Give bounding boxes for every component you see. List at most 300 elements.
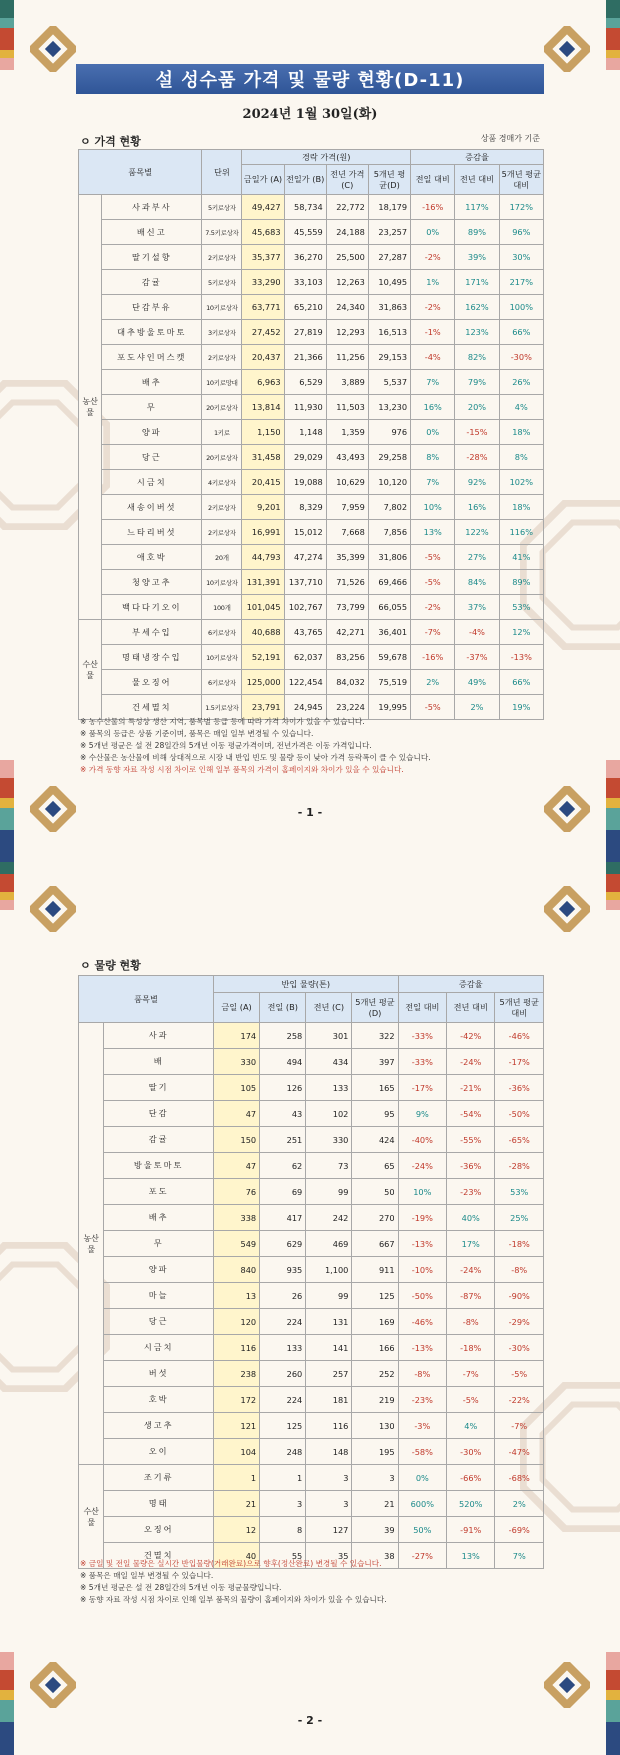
value-prev-year: 24,188 [326, 220, 368, 245]
change-vs-five: -50% [495, 1101, 544, 1127]
change-vs-year: -66% [447, 1465, 495, 1491]
change-vs-year: -5% [447, 1387, 495, 1413]
value-five-year: 23,257 [368, 220, 410, 245]
header-five-year: 5개년 평균(D) [352, 993, 398, 1023]
value-five-year: 7,856 [368, 520, 410, 545]
change-vs-five: -7% [495, 1413, 544, 1439]
header-today: 금일가 (A) [242, 165, 284, 195]
change-vs-five: -30% [495, 1335, 544, 1361]
item-name: 단감 [104, 1101, 214, 1127]
change-vs-year: 13% [447, 1543, 495, 1569]
change-vs-year: 84% [455, 570, 499, 595]
left-stripe [0, 1652, 14, 1670]
ornament-icon [544, 886, 590, 932]
value-prev-day: 224 [260, 1387, 306, 1413]
value-prev-year: 330 [306, 1127, 352, 1153]
header-today: 금일 (A) [213, 993, 259, 1023]
item-name: 호박 [104, 1387, 214, 1413]
right-stripe [606, 874, 620, 892]
item-name: 마늘 [104, 1283, 214, 1309]
header-vs-day: 전일 대비 [411, 165, 455, 195]
change-vs-day: -23% [398, 1387, 446, 1413]
value-five-year: 21 [352, 1491, 398, 1517]
value-prev-day: 15,012 [284, 520, 326, 545]
value-prev-year: 116 [306, 1413, 352, 1439]
table-row [79, 1231, 544, 1257]
change-vs-year: -4% [455, 620, 499, 645]
right-stripe [606, 892, 620, 900]
value-prev-day: 65,210 [284, 295, 326, 320]
table-row [79, 1387, 544, 1413]
item-name: 부세수입 [102, 620, 202, 645]
value-today: 150 [213, 1127, 259, 1153]
value-five-year: 195 [352, 1439, 398, 1465]
item-name: 새송이버섯 [102, 495, 202, 520]
value-prev-year: 141 [306, 1335, 352, 1361]
change-vs-day: 10% [398, 1179, 446, 1205]
value-today: 13 [213, 1283, 259, 1309]
volume-notes [80, 1558, 387, 1606]
value-prev-day: 47,274 [284, 545, 326, 570]
change-vs-five: -29% [495, 1309, 544, 1335]
value-prev-year: 3 [306, 1491, 352, 1517]
value-five-year: 16,513 [368, 320, 410, 345]
value-prev-day: 629 [260, 1231, 306, 1257]
note-line-warning: ※ 금일 및 전일 물량은 실시간 반입물량(거래완료)으로 향후(정산완료) 변경될 수 있습니다. [80, 1559, 382, 1568]
value-prev-year: 83,256 [326, 645, 368, 670]
change-vs-day: -46% [398, 1309, 446, 1335]
value-five-year: 50 [352, 1179, 398, 1205]
table-row [79, 1309, 544, 1335]
change-vs-year: -8% [447, 1309, 495, 1335]
change-vs-year: -28% [455, 445, 499, 470]
left-stripe [0, 900, 14, 910]
change-vs-day: -3% [398, 1413, 446, 1439]
table-row [79, 595, 544, 620]
item-unit: 10키로상자 [202, 295, 242, 320]
change-vs-five: 53% [495, 1179, 544, 1205]
change-vs-year: 79% [455, 370, 499, 395]
item-name: 무 [104, 1231, 214, 1257]
ornament-icon [30, 26, 76, 72]
item-name: 생고추 [104, 1413, 214, 1439]
table-row [79, 1491, 544, 1517]
change-vs-year: -15% [455, 420, 499, 445]
value-today: 40 [213, 1543, 259, 1569]
price-notes [80, 716, 431, 776]
change-vs-five: -36% [495, 1075, 544, 1101]
value-prev-day: 224 [260, 1309, 306, 1335]
header-vs-five: 5개년 평균대비 [499, 165, 543, 195]
item-unit: 5키로상자 [202, 270, 242, 295]
table-row [79, 1127, 544, 1153]
value-prev-year: 24,340 [326, 295, 368, 320]
change-vs-day: -58% [398, 1439, 446, 1465]
item-name: 당근 [104, 1309, 214, 1335]
value-five-year: 38 [352, 1543, 398, 1569]
value-prev-year: 73,799 [326, 595, 368, 620]
change-vs-five: -90% [495, 1283, 544, 1309]
change-vs-five: -30% [499, 345, 543, 370]
right-stripe [606, 760, 620, 778]
right-stripe [606, 0, 620, 18]
item-unit: 2키로상자 [202, 345, 242, 370]
item-name: 조기류 [104, 1465, 214, 1491]
value-five-year: 10,495 [368, 270, 410, 295]
change-vs-day: 13% [411, 520, 455, 545]
left-stripe [0, 0, 14, 18]
value-prev-year: 12,293 [326, 320, 368, 345]
value-prev-day: 62,037 [284, 645, 326, 670]
value-today: 174 [213, 1023, 259, 1049]
item-name: 양파 [104, 1257, 214, 1283]
change-vs-year: -42% [447, 1023, 495, 1049]
table-row [79, 1283, 544, 1309]
table-row [79, 1439, 544, 1465]
change-vs-day: 600% [398, 1491, 446, 1517]
change-vs-five: -8% [495, 1257, 544, 1283]
value-five-year: 270 [352, 1205, 398, 1231]
change-vs-year: 16% [455, 495, 499, 520]
value-prev-year: 242 [306, 1205, 352, 1231]
value-prev-day: 62 [260, 1153, 306, 1179]
value-today: 52,191 [242, 645, 284, 670]
value-five-year: 66,055 [368, 595, 410, 620]
value-prev-day: 417 [260, 1205, 306, 1231]
value-five-year: 27,287 [368, 245, 410, 270]
value-five-year: 29,258 [368, 445, 410, 470]
item-name: 딸기 [104, 1075, 214, 1101]
right-stripe [606, 830, 620, 862]
item-unit: 7.5키로상자 [202, 220, 242, 245]
value-today: 131,391 [242, 570, 284, 595]
price-table [78, 149, 544, 720]
change-vs-year: -24% [447, 1049, 495, 1075]
left-stripe [0, 58, 14, 70]
change-vs-year: 20% [455, 395, 499, 420]
change-vs-five: 12% [499, 620, 543, 645]
header-five-year: 5개년 평균(D) [368, 165, 410, 195]
left-stripe [0, 28, 14, 50]
value-five-year: 10,120 [368, 470, 410, 495]
change-vs-five: -17% [495, 1049, 544, 1075]
value-today: 121 [213, 1413, 259, 1439]
value-today: 35,377 [242, 245, 284, 270]
change-vs-five: -13% [499, 645, 543, 670]
value-five-year: 911 [352, 1257, 398, 1283]
section-title-price: ㅇ 가격 현황 [80, 135, 141, 148]
change-vs-year: 40% [447, 1205, 495, 1231]
value-prev-day: 258 [260, 1023, 306, 1049]
value-today: 23,791 [242, 695, 284, 720]
change-vs-day: 9% [398, 1101, 446, 1127]
table-row [79, 620, 544, 645]
change-vs-day: -33% [398, 1023, 446, 1049]
item-name: 단감부유 [102, 295, 202, 320]
change-vs-five: 116% [499, 520, 543, 545]
left-stripe [0, 18, 14, 28]
right-stripe [606, 50, 620, 58]
change-vs-day: -13% [398, 1335, 446, 1361]
item-unit: 5키로상자 [202, 195, 242, 220]
change-vs-day: -13% [398, 1231, 446, 1257]
value-prev-day: 45,559 [284, 220, 326, 245]
value-prev-day: 43,765 [284, 620, 326, 645]
value-prev-day: 494 [260, 1049, 306, 1075]
table-row [79, 295, 544, 320]
value-prev-day: 29,029 [284, 445, 326, 470]
table-row [79, 270, 544, 295]
item-name: 배 [104, 1049, 214, 1075]
change-vs-day: -8% [398, 1361, 446, 1387]
value-today: 238 [213, 1361, 259, 1387]
change-vs-day: -7% [411, 620, 455, 645]
value-today: 47 [213, 1101, 259, 1127]
item-name: 무 [102, 395, 202, 420]
change-vs-five: 102% [499, 470, 543, 495]
change-vs-day: -24% [398, 1153, 446, 1179]
table-row [79, 320, 544, 345]
value-five-year: 397 [352, 1049, 398, 1075]
item-name: 시금치 [104, 1335, 214, 1361]
value-prev-year: 73 [306, 1153, 352, 1179]
table-row [79, 1075, 544, 1101]
value-prev-year: 99 [306, 1283, 352, 1309]
value-prev-day: 19,088 [284, 470, 326, 495]
table-row [79, 1101, 544, 1127]
value-prev-day: 3 [260, 1491, 306, 1517]
value-prev-year: 99 [306, 1179, 352, 1205]
item-name: 포도 [104, 1179, 214, 1205]
left-stripe [0, 50, 14, 58]
item-name: 배신고 [102, 220, 202, 245]
value-today: 125,000 [242, 670, 284, 695]
value-prev-year: 12,263 [326, 270, 368, 295]
value-five-year: 165 [352, 1075, 398, 1101]
item-name: 느타리버섯 [102, 520, 202, 545]
header-change-group: 증감율 [411, 150, 544, 165]
item-name: 사과부사 [102, 195, 202, 220]
value-today: 101,045 [242, 595, 284, 620]
header-vs-year: 전년 대비 [447, 993, 495, 1023]
change-vs-five: 96% [499, 220, 543, 245]
value-today: 76 [213, 1179, 259, 1205]
item-name: 물오징어 [102, 670, 202, 695]
change-vs-day: -2% [411, 295, 455, 320]
header-prev-day: 전일 (B) [260, 993, 306, 1023]
value-prev-day: 251 [260, 1127, 306, 1153]
change-vs-year: 117% [455, 195, 499, 220]
change-vs-year: -18% [447, 1335, 495, 1361]
value-prev-year: 35 [306, 1543, 352, 1569]
value-prev-day: 27,819 [284, 320, 326, 345]
table-row [79, 345, 544, 370]
table-row [79, 395, 544, 420]
value-five-year: 322 [352, 1023, 398, 1049]
note-line: ※ 농수산물의 특성상 생산 지역, 품목별 등급 등에 따라 가격 차이가 있을 수 있습니다. [80, 717, 365, 726]
item-name: 대추방울토마토 [102, 320, 202, 345]
change-vs-day: 0% [411, 220, 455, 245]
change-vs-day: 0% [398, 1465, 446, 1491]
item-name: 감귤 [102, 270, 202, 295]
value-five-year: 31,863 [368, 295, 410, 320]
table-row [79, 1023, 544, 1049]
change-vs-five: 18% [499, 420, 543, 445]
value-prev-year: 1,100 [306, 1257, 352, 1283]
ornament-icon [30, 886, 76, 932]
value-five-year: 31,806 [368, 545, 410, 570]
left-stripe [0, 760, 14, 778]
value-prev-year: 42,271 [326, 620, 368, 645]
change-vs-five: -68% [495, 1465, 544, 1491]
change-vs-day: -2% [411, 595, 455, 620]
change-vs-five: 172% [499, 195, 543, 220]
value-prev-day: 1,148 [284, 420, 326, 445]
change-vs-year: 17% [447, 1231, 495, 1257]
change-vs-year: 27% [455, 545, 499, 570]
table-row [79, 545, 544, 570]
value-prev-year: 7,668 [326, 520, 368, 545]
change-vs-day: -5% [411, 545, 455, 570]
value-today: 47 [213, 1153, 259, 1179]
change-vs-year: 49% [455, 670, 499, 695]
value-prev-year: 11,503 [326, 395, 368, 420]
change-vs-day: -17% [398, 1075, 446, 1101]
value-today: 1,150 [242, 420, 284, 445]
value-five-year: 166 [352, 1335, 398, 1361]
table-row [79, 1465, 544, 1491]
item-unit: 2키로상자 [202, 245, 242, 270]
note-line: ※ 5개년 평균은 설 전 28일간의 5개년 이동 평균물량입니다. [80, 1583, 282, 1592]
value-today: 338 [213, 1205, 259, 1231]
table-row [79, 1153, 544, 1179]
value-today: 27,452 [242, 320, 284, 345]
value-prev-year: 71,526 [326, 570, 368, 595]
table-row [79, 1257, 544, 1283]
change-vs-five: -28% [495, 1153, 544, 1179]
ornament-icon [30, 1662, 76, 1708]
change-vs-day: -4% [411, 345, 455, 370]
left-stripe [0, 778, 14, 798]
note-line: ※ 5개년 평균은 설 전 28일간의 5개년 이동 평균가격이며, 전년가격은 이동 가격입니다. [80, 741, 372, 750]
value-prev-year: 22,772 [326, 195, 368, 220]
table-row [79, 1335, 544, 1361]
note-line-warning: ※ 가격 동향 자료 작성 시점 차이로 인해 일부 품목의 가격이 홈페이지와 차이가 있을 수 있습니다. [80, 765, 404, 774]
change-vs-five: 18% [499, 495, 543, 520]
value-five-year: 976 [368, 420, 410, 445]
header-prev-year: 전년 가격(C) [326, 165, 368, 195]
value-today: 31,458 [242, 445, 284, 470]
item-name: 포도샤인머스캣 [102, 345, 202, 370]
change-vs-five: 41% [499, 545, 543, 570]
value-prev-day: 58,734 [284, 195, 326, 220]
value-today: 16,991 [242, 520, 284, 545]
change-vs-day: -33% [398, 1049, 446, 1075]
right-stripe [606, 1652, 620, 1670]
section-title-volume: ㅇ 물량 현황 [80, 959, 141, 972]
change-vs-five: 66% [499, 670, 543, 695]
table-row [79, 245, 544, 270]
right-stripe [606, 58, 620, 70]
value-prev-day: 36,270 [284, 245, 326, 270]
value-today: 9,201 [242, 495, 284, 520]
table-row [79, 420, 544, 445]
note-line: ※ 동향 자료 작성 시점 차이로 인해 일부 품목의 물량이 홈페이지와 차이가 있을 수 있습니다. [80, 1595, 387, 1604]
change-vs-five: -65% [495, 1127, 544, 1153]
value-five-year: 59,678 [368, 645, 410, 670]
value-today: 45,683 [242, 220, 284, 245]
value-five-year: 252 [352, 1361, 398, 1387]
item-name: 배추 [102, 370, 202, 395]
item-unit: 6키로상자 [202, 670, 242, 695]
table-row [79, 670, 544, 695]
item-unit: 20키로상자 [202, 395, 242, 420]
value-today: 44,793 [242, 545, 284, 570]
change-vs-day: 8% [411, 445, 455, 470]
value-prev-year: 7,959 [326, 495, 368, 520]
ornament-icon [544, 26, 590, 72]
value-prev-day: 1 [260, 1465, 306, 1491]
item-unit: 20개 [202, 545, 242, 570]
item-name: 시금치 [102, 470, 202, 495]
value-prev-year: 43,493 [326, 445, 368, 470]
value-today: 49,427 [242, 195, 284, 220]
value-prev-day: 21,366 [284, 345, 326, 370]
value-prev-day: 69 [260, 1179, 306, 1205]
value-five-year: 7,802 [368, 495, 410, 520]
table-row [79, 1205, 544, 1231]
change-vs-five: 8% [499, 445, 543, 470]
value-prev-year: 10,629 [326, 470, 368, 495]
item-name: 청양고추 [102, 570, 202, 595]
value-prev-day: 24,945 [284, 695, 326, 720]
item-name: 오이 [104, 1439, 214, 1465]
value-prev-day: 102,767 [284, 595, 326, 620]
change-vs-five: 217% [499, 270, 543, 295]
item-unit: 100개 [202, 595, 242, 620]
value-five-year: 69,466 [368, 570, 410, 595]
item-unit: 1키로 [202, 420, 242, 445]
change-vs-year: 123% [455, 320, 499, 345]
change-vs-five: 2% [495, 1491, 544, 1517]
value-prev-year: 434 [306, 1049, 352, 1075]
value-five-year: 667 [352, 1231, 398, 1257]
item-name: 명태냉장수입 [102, 645, 202, 670]
change-vs-year: 39% [455, 245, 499, 270]
value-prev-year: 84,032 [326, 670, 368, 695]
group-label: 수산물 [79, 1465, 104, 1569]
value-five-year: 3 [352, 1465, 398, 1491]
note-line: ※ 품목은 매일 일부 변경될 수 있습니다. [80, 1571, 214, 1580]
value-today: 116 [213, 1335, 259, 1361]
change-vs-day: -16% [411, 195, 455, 220]
value-today: 172 [213, 1387, 259, 1413]
change-vs-day: -40% [398, 1127, 446, 1153]
value-prev-day: 43 [260, 1101, 306, 1127]
left-stripe [0, 1690, 14, 1700]
value-prev-year: 102 [306, 1101, 352, 1127]
change-vs-year: 171% [455, 270, 499, 295]
change-vs-day: -1% [411, 320, 455, 345]
value-five-year: 36,401 [368, 620, 410, 645]
group-label: 수산물 [79, 620, 102, 720]
item-name: 당근 [102, 445, 202, 470]
value-five-year: 424 [352, 1127, 398, 1153]
change-vs-five: 25% [495, 1205, 544, 1231]
table-row [79, 1179, 544, 1205]
value-prev-day: 33,103 [284, 270, 326, 295]
value-today: 63,771 [242, 295, 284, 320]
